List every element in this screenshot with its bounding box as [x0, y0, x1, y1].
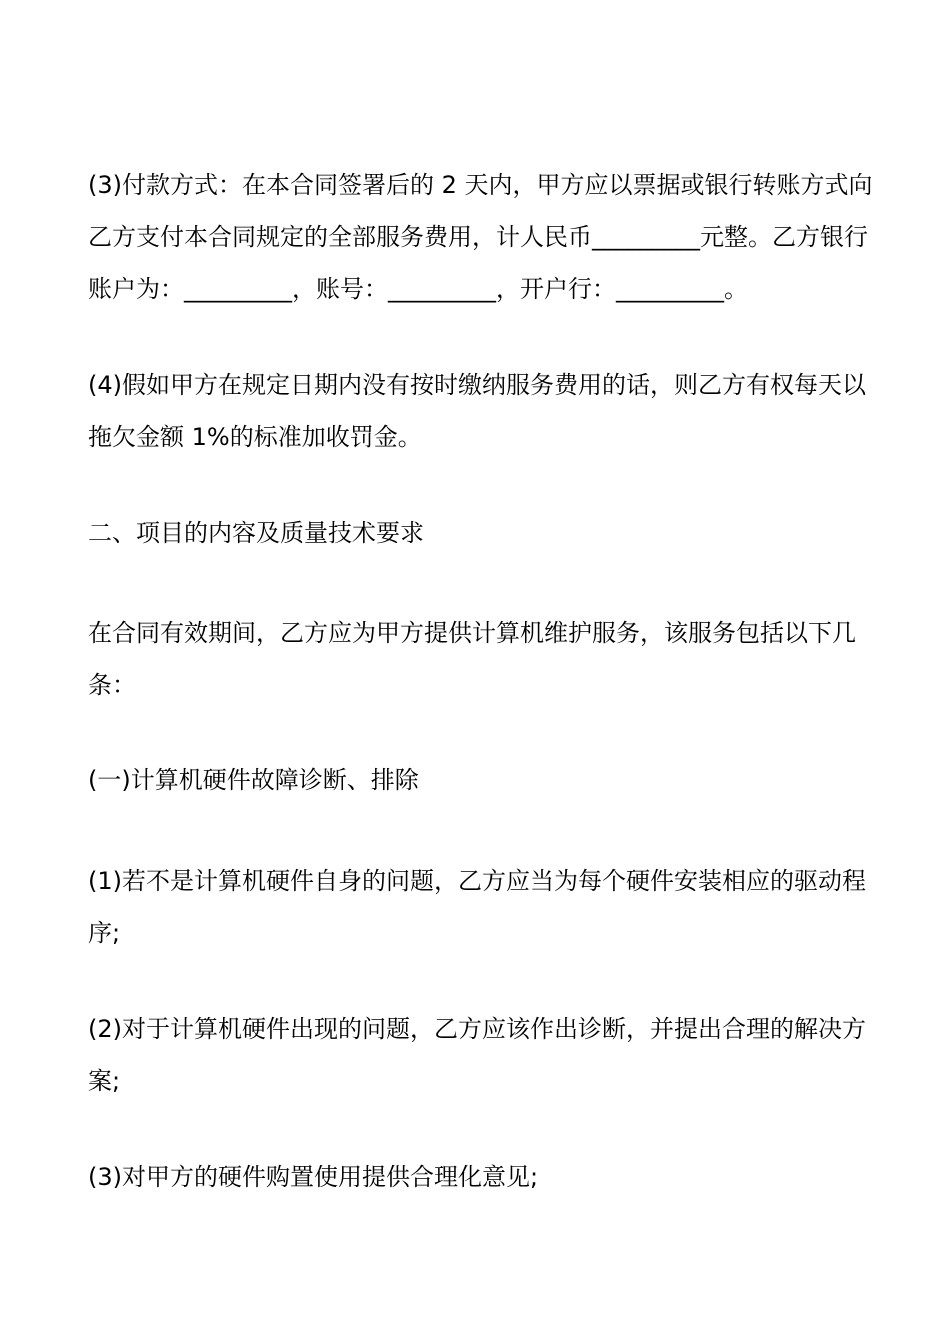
text-line: 二、项目的内容及质量技术要求 [88, 519, 424, 547]
text-line: 在合同有效期间，乙方应为甲方提供计算机维护服务，该服务包括以下几 [88, 619, 856, 647]
paragraph-service-intro [88, 607, 864, 711]
text-line: (3)付款方式：在本合同签署后的 2 天内，甲方应以票据或银行转账方式向 [88, 171, 873, 199]
text-line: (1)若不是计算机硬件自身的问题，乙方应当为每个硬件安装相应的驱动程 [88, 867, 866, 895]
subheading-hardware [88, 754, 864, 806]
paragraph-payment-method [88, 159, 873, 315]
text-line: 乙方支付本合同规定的全部服务费用，计人民币_________元整。乙方银行 [88, 223, 868, 251]
text-line: (3)对甲方的硬件购置使用提供合理化意见; [88, 1163, 539, 1191]
section-heading-two [88, 507, 864, 559]
text-line: (4)假如甲方在规定日期内没有按时缴纳服务费用的话，则乙方有权每天以 [88, 371, 866, 399]
paragraph-purchase-advice [88, 1151, 864, 1203]
text-line: 案; [88, 1067, 121, 1095]
text-line: 账户为：_________，账号：_________，开户行：_________。 [88, 275, 748, 303]
paragraph-driver-install [88, 855, 864, 959]
paragraph-diagnosis [88, 1003, 864, 1107]
text-line: 序; [88, 919, 121, 947]
text-line: 条： [88, 671, 136, 699]
text-line: 拖欠金额 1%的标准加收罚金。 [88, 423, 422, 451]
text-line: (2)对于计算机硬件出现的问题，乙方应该作出诊断，并提出合理的解决方 [88, 1015, 866, 1043]
paragraph-late-penalty [88, 359, 864, 463]
text-line: (一)计算机硬件故障诊断、排除 [88, 766, 419, 794]
